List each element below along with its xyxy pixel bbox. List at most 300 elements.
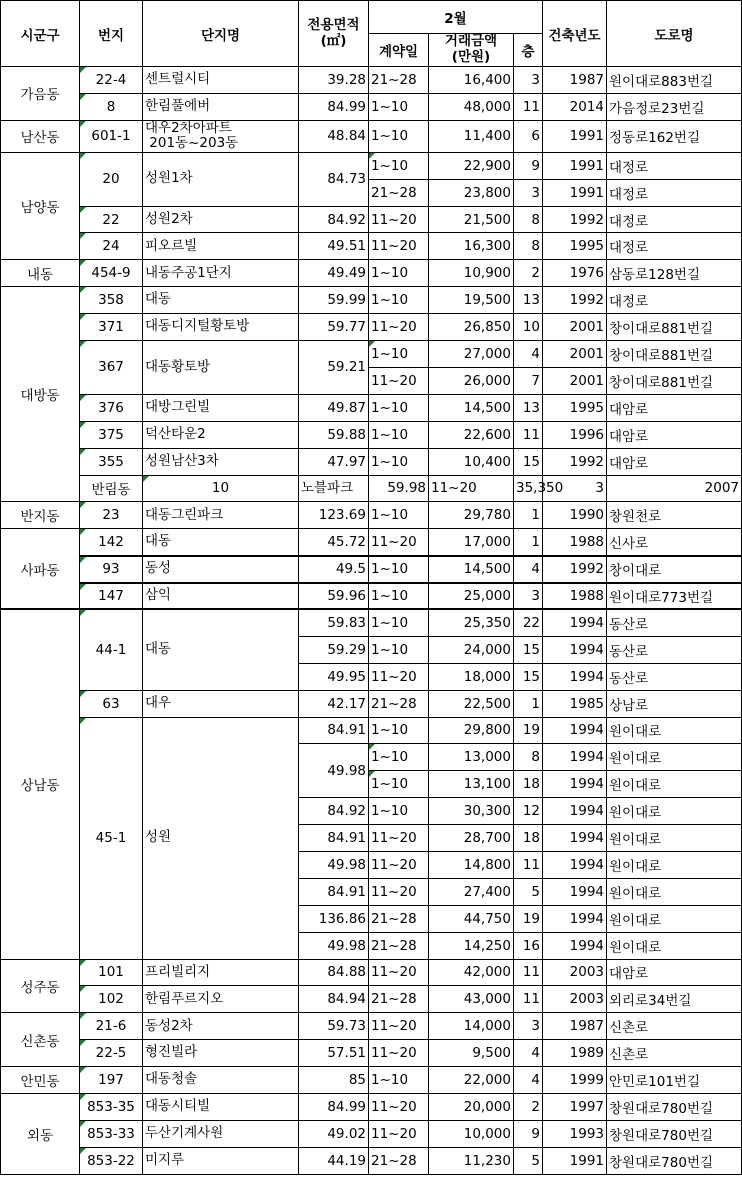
floor-cell: 7 (514, 367, 543, 394)
area-cell: 84.91 (299, 825, 369, 852)
year-built-cell: 2001 (543, 341, 607, 368)
complex-cell: 센트럴시티 (143, 67, 299, 94)
header-area: 전용면적 (㎡) (299, 1, 369, 67)
year-built-cell: 1989 (543, 1040, 607, 1067)
header-road: 도로명 (607, 1, 742, 67)
road-cell: 원이대로 (607, 851, 742, 878)
contract-day-cell: 21~28 (369, 986, 429, 1013)
area-cell: 59.77 (299, 314, 369, 341)
price-cell: 22,600 (429, 421, 514, 448)
price-cell: 17,000 (429, 529, 514, 556)
price-cell: 10,400 (429, 448, 514, 475)
lot-cell: 142 (80, 529, 143, 556)
table-row (1, 1093, 742, 1120)
floor-cell: 5 (514, 878, 543, 905)
area-cell: 47.97 (299, 448, 369, 475)
floor-cell: 8 (514, 206, 543, 233)
contract-day-cell: 11~20 (369, 529, 429, 556)
area-cell: 49.49 (299, 260, 369, 287)
table-row (1, 1013, 742, 1040)
floor-cell: 3 (543, 475, 607, 502)
complex-cell: 대동시티빌 (143, 1093, 299, 1120)
area-cell: 59.21 (299, 341, 369, 395)
lot-cell: 358 (80, 287, 143, 314)
area-cell: 48.84 (299, 120, 369, 152)
contract-day-cell: 11~20 (369, 663, 429, 690)
road-cell: 원이대로 (607, 878, 742, 905)
district-cell: 반지동 (1, 502, 80, 529)
complex-cell: 대동 (143, 287, 299, 314)
area-cell: 49.02 (299, 1120, 369, 1147)
year-built-cell: 1992 (543, 206, 607, 233)
district-cell: 안민동 (1, 1067, 80, 1094)
floor-cell: 11 (514, 421, 543, 448)
floor-cell: 5 (514, 1147, 543, 1174)
lot-cell: 21-6 (80, 1013, 143, 1040)
contract-day-cell: 1~10 (369, 502, 429, 529)
complex-cell: 두산기계사원 (143, 1120, 299, 1147)
header-price: 거래금액 (만원) (429, 34, 514, 67)
contract-day-cell: 1~10 (369, 152, 429, 179)
road-cell: 대암로 (607, 421, 742, 448)
lot-cell: 63 (80, 690, 143, 717)
district-cell: 성주동 (1, 959, 80, 1013)
complex-cell: 대우 (143, 690, 299, 717)
area-cell: 84.91 (299, 717, 369, 744)
area-cell: 59.29 (299, 636, 369, 663)
table-row (1, 717, 742, 744)
floor-cell: 9 (514, 1120, 543, 1147)
road-cell: 상남로 (607, 690, 742, 717)
lot-cell: 20 (80, 152, 143, 206)
year-built-cell: 1994 (543, 717, 607, 744)
road-cell: 창이대로 (607, 556, 742, 583)
price-cell: 14,500 (429, 394, 514, 421)
table-row (1, 690, 742, 717)
district-cell: 외동 (1, 1093, 80, 1174)
area-cell: 45.72 (299, 529, 369, 556)
road-cell: 원이대로 (607, 771, 742, 798)
contract-day-cell: 1~10 (369, 421, 429, 448)
complex-cell: 대동디지털황토방 (143, 314, 299, 341)
complex-cell: 덕산타운2 (143, 421, 299, 448)
district-cell: 가음동 (1, 67, 80, 121)
price-cell: 30,300 (429, 798, 514, 825)
complex-cell: 삼익 (143, 583, 299, 610)
lot-cell: 22-4 (80, 67, 143, 94)
year-built-cell: 1988 (543, 583, 607, 610)
road-cell: 창원대로780번길 (607, 1093, 742, 1120)
year-built-cell: 2003 (543, 986, 607, 1013)
road-cell: 원이대로 (607, 744, 742, 771)
complex-cell: 피오르빌 (143, 233, 299, 260)
price-cell: 23,800 (429, 179, 514, 206)
contract-day-cell: 1~10 (369, 583, 429, 610)
area-cell: 84.91 (299, 878, 369, 905)
price-cell: 29,800 (429, 717, 514, 744)
year-built-cell: 1994 (543, 905, 607, 932)
complex-cell: 미지루 (143, 1147, 299, 1174)
floor-cell: 22 (514, 609, 543, 636)
year-built-cell: 2001 (543, 367, 607, 394)
year-built-cell: 1995 (543, 394, 607, 421)
floor-cell: 3 (514, 583, 543, 610)
price-cell: 13,000 (429, 744, 514, 771)
complex-cell: 형진빌라 (143, 1040, 299, 1067)
table-row (1, 1040, 742, 1067)
price-cell: 14,800 (429, 851, 514, 878)
year-built-cell: 1976 (543, 260, 607, 287)
lot-cell: 101 (80, 959, 143, 986)
lot-cell: 10 (143, 475, 299, 502)
floor-cell: 19 (514, 905, 543, 932)
area-cell: 49.87 (299, 394, 369, 421)
price-cell: 22,000 (429, 1067, 514, 1094)
road-cell: 원이대로 (607, 932, 742, 959)
floor-cell: 11 (514, 93, 543, 120)
district-cell: 대방동 (1, 287, 80, 502)
road-cell: 안민로101번길 (607, 1067, 742, 1094)
year-built-cell: 1994 (543, 825, 607, 852)
road-cell: 창원천로 (607, 502, 742, 529)
floor-cell: 6 (514, 120, 543, 152)
area-cell: 42.17 (299, 690, 369, 717)
year-built-cell: 1997 (543, 1093, 607, 1120)
complex-cell: 프리빌리지 (143, 959, 299, 986)
price-cell: 22,500 (429, 690, 514, 717)
road-cell: 삼동로128번길 (607, 260, 742, 287)
area-cell: 49.98 (299, 851, 369, 878)
year-built-cell: 1985 (543, 690, 607, 717)
floor-cell: 11 (514, 851, 543, 878)
table-row (1, 475, 742, 502)
year-built-cell: 1987 (543, 1013, 607, 1040)
area-cell: 59.96 (299, 583, 369, 610)
price-cell: 14,000 (429, 1013, 514, 1040)
price-cell: 13,100 (429, 771, 514, 798)
price-cell: 14,250 (429, 932, 514, 959)
table-row (1, 394, 742, 421)
contract-day-cell: 11~20 (369, 314, 429, 341)
year-built-cell: 1994 (543, 744, 607, 771)
contract-day-cell: 11~20 (369, 206, 429, 233)
year-built-cell: 1994 (543, 878, 607, 905)
lot-cell: 853-33 (80, 1120, 143, 1147)
year-built-cell: 1994 (543, 609, 607, 636)
header-year-built: 건축년도 (543, 1, 607, 67)
table-row (1, 120, 742, 152)
table-row (1, 233, 742, 260)
complex-cell: 대동그린파크 (143, 502, 299, 529)
table-row (1, 260, 742, 287)
price-cell: 11,400 (429, 120, 514, 152)
area-cell: 59.99 (299, 287, 369, 314)
price-cell: 19,500 (429, 287, 514, 314)
area-cell: 84.73 (299, 152, 369, 206)
table-row (1, 609, 742, 636)
road-cell: 창원대로780번길 (607, 1147, 742, 1174)
contract-day-cell: 11~20 (369, 1120, 429, 1147)
area-cell: 123.69 (299, 502, 369, 529)
area-cell: 44.19 (299, 1147, 369, 1174)
floor-cell: 15 (514, 636, 543, 663)
year-built-cell: 1991 (543, 1147, 607, 1174)
contract-day-cell: 1~10 (369, 394, 429, 421)
area-cell: 59.98 (369, 475, 429, 502)
road-cell: 원이대로883번길 (607, 67, 742, 94)
lot-cell: 197 (80, 1067, 143, 1094)
contract-day-cell: 21~28 (369, 179, 429, 206)
contract-day-cell: 11~20 (369, 1040, 429, 1067)
district-cell: 신촌동 (1, 1013, 80, 1067)
year-built-cell: 1987 (543, 67, 607, 94)
price-cell: 44,750 (429, 905, 514, 932)
road-cell: 대암로 (607, 448, 742, 475)
contract-day-cell: 1~10 (369, 609, 429, 636)
road-cell: 동산로 (607, 663, 742, 690)
year-built-cell: 1992 (543, 287, 607, 314)
year-built-cell: 1991 (543, 120, 607, 152)
year-built-cell: 1992 (543, 556, 607, 583)
contract-day-cell: 11~20 (369, 825, 429, 852)
lot-cell: 44-1 (80, 609, 143, 690)
year-built-cell: 1990 (543, 502, 607, 529)
table-row (1, 448, 742, 475)
lot-cell: 454-9 (80, 260, 143, 287)
price-cell: 10,900 (429, 260, 514, 287)
year-built-cell: 1996 (543, 421, 607, 448)
road-cell: 창이대로881번길 (607, 341, 742, 368)
lot-cell: 102 (80, 986, 143, 1013)
complex-cell: 대우2차아파트 201동~203동 (143, 120, 299, 152)
floor-cell: 12 (514, 798, 543, 825)
floor-cell: 2 (514, 260, 543, 287)
year-built-cell: 1991 (543, 179, 607, 206)
district-cell: 남양동 (1, 152, 80, 260)
year-built-cell: 1993 (543, 1120, 607, 1147)
contract-day-cell: 21~28 (369, 67, 429, 94)
area-cell: 84.92 (299, 798, 369, 825)
lot-cell: 93 (80, 556, 143, 583)
floor-cell: 2 (514, 1093, 543, 1120)
lot-cell: 23 (80, 502, 143, 529)
area-cell: 57.51 (299, 1040, 369, 1067)
complex-cell: 동성2차 (143, 1013, 299, 1040)
contract-day-cell: 1~10 (369, 717, 429, 744)
area-cell: 84.92 (299, 206, 369, 233)
table-row (1, 1147, 742, 1174)
contract-day-cell: 1~10 (369, 744, 429, 771)
table-row (1, 556, 742, 583)
floor-cell: 13 (514, 287, 543, 314)
area-cell: 49.98 (299, 744, 369, 798)
complex-cell: 대방그린빌 (143, 394, 299, 421)
contract-day-cell: 1~10 (369, 260, 429, 287)
road-cell: 동산로 (607, 609, 742, 636)
table-row (1, 93, 742, 120)
floor-cell: 15 (514, 448, 543, 475)
complex-cell: 대동 (143, 529, 299, 556)
table-body (1, 67, 742, 1175)
road-cell: 대정로 (607, 152, 742, 179)
road-cell: 원이대로 (607, 717, 742, 744)
table-row (1, 421, 742, 448)
header-district: 시군구 (1, 1, 80, 67)
year-built-cell: 1994 (543, 771, 607, 798)
contract-day-cell: 11~20 (369, 1013, 429, 1040)
price-cell: 16,300 (429, 233, 514, 260)
lot-cell: 45-1 (80, 717, 143, 959)
price-cell: 43,000 (429, 986, 514, 1013)
price-cell: 25,350 (429, 609, 514, 636)
area-cell: 59.83 (299, 609, 369, 636)
lot-cell: 601-1 (80, 120, 143, 152)
lot-cell: 375 (80, 421, 143, 448)
complex-cell: 대동청솔 (143, 1067, 299, 1094)
area-cell: 85 (299, 1067, 369, 1094)
district-cell: 사파동 (1, 529, 80, 610)
area-cell: 84.94 (299, 986, 369, 1013)
header-month: 2월 (369, 1, 543, 34)
table-row (1, 341, 742, 368)
district-cell: 상남동 (1, 609, 80, 959)
district-cell: 남산동 (1, 120, 80, 152)
lot-cell: 22 (80, 206, 143, 233)
price-cell: 48,000 (429, 93, 514, 120)
lot-cell: 355 (80, 448, 143, 475)
table-row (1, 67, 742, 94)
lot-cell: 367 (80, 341, 143, 395)
price-cell: 35,350 (514, 475, 543, 502)
floor-cell: 8 (514, 233, 543, 260)
area-cell: 49.5 (299, 556, 369, 583)
floor-cell: 10 (514, 314, 543, 341)
road-cell: 대암로 (607, 959, 742, 986)
road-cell: 대정로 (607, 179, 742, 206)
road-cell: 정동로162번길 (607, 120, 742, 152)
year-built-cell: 1999 (543, 1067, 607, 1094)
year-built-cell: 2003 (543, 959, 607, 986)
floor-cell: 11 (514, 959, 543, 986)
price-cell: 26,850 (429, 314, 514, 341)
area-cell: 39.28 (299, 67, 369, 94)
floor-cell: 1 (514, 502, 543, 529)
complex-cell: 내동주공1단지 (143, 260, 299, 287)
contract-day-cell: 11~20 (369, 959, 429, 986)
area-cell: 59.73 (299, 1013, 369, 1040)
floor-cell: 19 (514, 717, 543, 744)
year-built-cell: 1991 (543, 152, 607, 179)
floor-cell: 16 (514, 932, 543, 959)
year-built-cell: 1988 (543, 529, 607, 556)
year-built-cell: 2001 (543, 314, 607, 341)
road-cell: 창이대로881번길 (607, 367, 742, 394)
lot-cell: 371 (80, 314, 143, 341)
price-cell: 22,900 (429, 152, 514, 179)
road-cell: 신사로 (607, 529, 742, 556)
district-cell: 내동 (1, 260, 80, 287)
header-contract-day: 계약일 (369, 34, 429, 67)
floor-cell: 1 (514, 529, 543, 556)
floor-cell: 9 (514, 152, 543, 179)
table-row (1, 1067, 742, 1094)
contract-day-cell: 1~10 (369, 636, 429, 663)
contract-day-cell: 1~10 (369, 120, 429, 152)
lot-cell: 376 (80, 394, 143, 421)
year-built-cell: 1994 (543, 932, 607, 959)
contract-day-cell: 1~10 (369, 448, 429, 475)
complex-cell: 한림푸르지오 (143, 986, 299, 1013)
area-cell: 84.99 (299, 1093, 369, 1120)
price-cell: 29,780 (429, 502, 514, 529)
contract-day-cell: 1~10 (369, 93, 429, 120)
complex-cell: 대동 (143, 609, 299, 690)
floor-cell: 3 (514, 179, 543, 206)
year-built-cell: 1994 (543, 851, 607, 878)
complex-cell: 성원2차 (143, 206, 299, 233)
header-complex: 단지명 (143, 1, 299, 67)
price-cell: 18,000 (429, 663, 514, 690)
year-built-cell: 1995 (543, 233, 607, 260)
floor-cell: 18 (514, 825, 543, 852)
price-cell: 26,000 (429, 367, 514, 394)
table-row (1, 314, 742, 341)
road-cell: 신촌로 (607, 1040, 742, 1067)
complex-cell: 노블파크 (299, 475, 369, 502)
area-cell: 59.88 (299, 421, 369, 448)
road-cell: 가음정로23번길 (607, 93, 742, 120)
road-cell: 원이대로 (607, 825, 742, 852)
area-cell: 136.86 (299, 905, 369, 932)
price-cell: 27,000 (429, 341, 514, 368)
area-cell: 84.99 (299, 93, 369, 120)
road-cell: 대정로 (607, 206, 742, 233)
header-floor: 층 (514, 34, 543, 67)
lot-cell: 22-5 (80, 1040, 143, 1067)
price-cell: 25,000 (429, 583, 514, 610)
price-cell: 42,000 (429, 959, 514, 986)
floor-cell: 13 (514, 394, 543, 421)
road-cell: 창이대로881번길 (607, 314, 742, 341)
contract-day-cell: 21~28 (369, 1147, 429, 1174)
table-row (1, 529, 742, 556)
floor-cell: 18 (514, 771, 543, 798)
complex-cell: 대동황토방 (143, 341, 299, 395)
road-cell: 원이대로 (607, 905, 742, 932)
contract-day-cell: 11~20 (369, 1093, 429, 1120)
lot-cell: 853-35 (80, 1093, 143, 1120)
floor-cell: 4 (514, 556, 543, 583)
contract-day-cell: 11~20 (369, 878, 429, 905)
table-row (1, 206, 742, 233)
contract-day-cell: 11~20 (369, 851, 429, 878)
year-built-cell: 2014 (543, 93, 607, 120)
price-cell: 9,500 (429, 1040, 514, 1067)
price-cell: 24,000 (429, 636, 514, 663)
contract-day-cell: 21~28 (369, 905, 429, 932)
road-cell: 동산로 (607, 636, 742, 663)
contract-day-cell: 1~10 (369, 556, 429, 583)
lot-cell: 147 (80, 583, 143, 610)
header-lot: 번지 (80, 1, 143, 67)
lot-cell: 24 (80, 233, 143, 260)
road-cell: 대암로 (607, 394, 742, 421)
road-cell: 외리로34번길 (607, 986, 742, 1013)
year-built-cell: 1994 (543, 663, 607, 690)
lot-cell: 853-22 (80, 1147, 143, 1174)
table-row (1, 959, 742, 986)
floor-cell: 1 (514, 690, 543, 717)
